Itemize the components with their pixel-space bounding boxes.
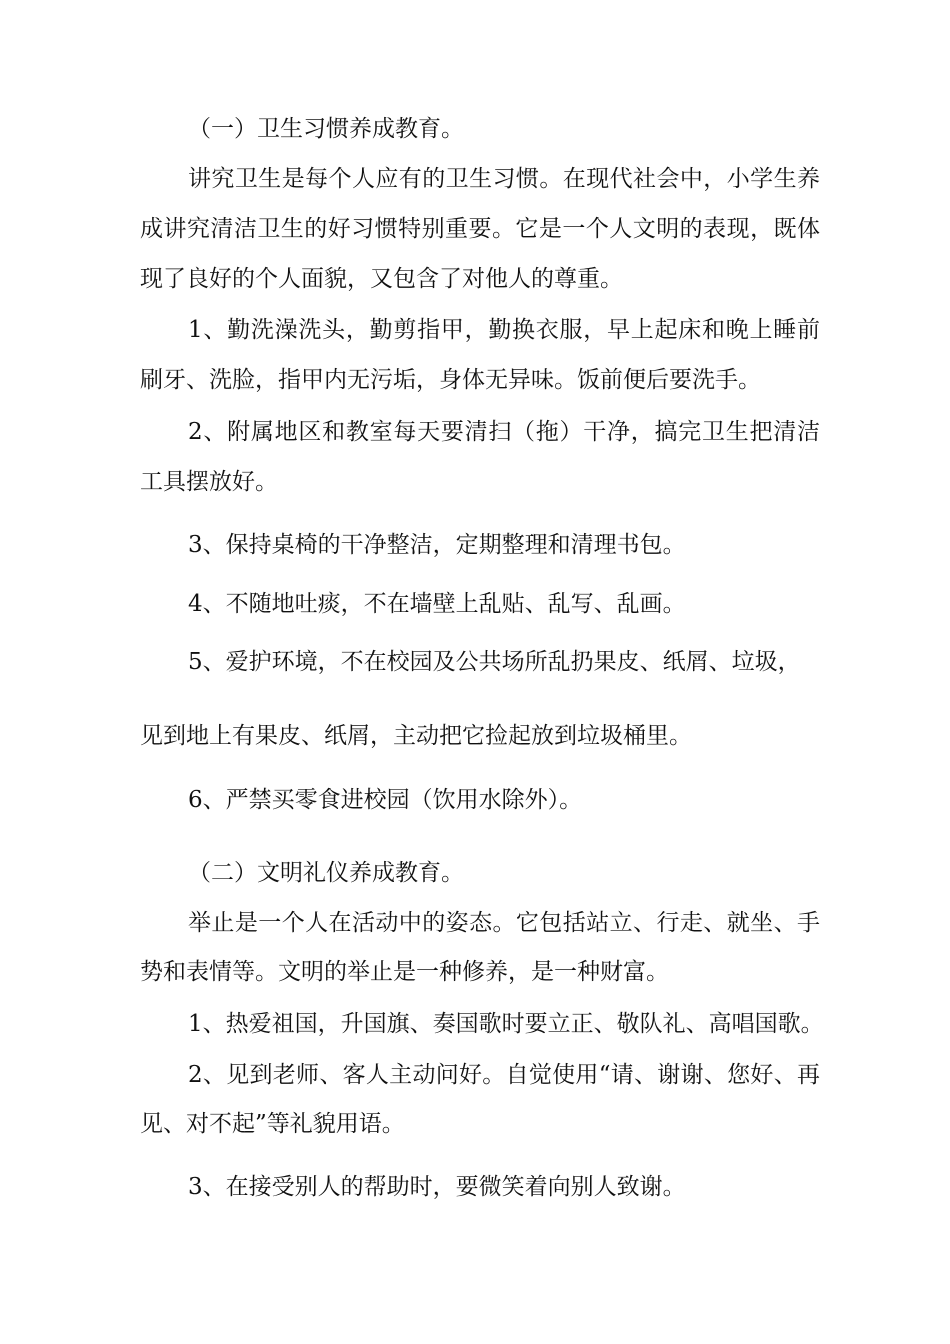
section1-item1-line-2: 刷牙、洗脸，指甲内无污垢，身体无异味。饭前便后要洗手。 xyxy=(140,367,761,393)
section2-heading: （二）文明礼仪养成教育。 xyxy=(188,860,464,886)
section2-item3: 3、在接受别人的帮助时，要微笑着向别人致谢。 xyxy=(188,1174,686,1200)
section1-item2-line-1: 2、附属地区和教室每天要清扫（拖）干净，搞完卫生把清洁 xyxy=(188,419,820,445)
section1-item4: 4、不随地吐痰，不在墙壁上乱贴、乱写、乱画。 xyxy=(188,591,686,617)
section2-item2-line-1: 2、见到老师、客人主动问好。自觉使用“请、谢谢、您好、再 xyxy=(188,1062,820,1088)
section2-item1: 1、热爱祖国，升国旗、奏国歌时要立正、敬队礼、高唱国歌。 xyxy=(188,1011,824,1037)
section1-intro-line-2: 成讲究清洁卫生的好习惯特别重要。它是一个人文明的表现，既体 xyxy=(140,216,820,242)
section1-intro-line-1: 讲究卫生是每个人应有的卫生习惯。在现代社会中，小学生养 xyxy=(188,166,820,192)
section1-item3: 3、保持桌椅的干净整洁，定期整理和清理书包。 xyxy=(188,532,686,558)
section1-item1-line-1: 1、勤洗澡洗头，勤剪指甲，勤换衣服，早上起床和晚上睡前 xyxy=(188,317,820,343)
section1-item2-line-2: 工具摆放好。 xyxy=(140,469,278,495)
section2-intro-line-2: 势和表情等。文明的举止是一种修养，是一种财富。 xyxy=(140,959,669,985)
section1-heading: （一）卫生习惯养成教育。 xyxy=(188,116,464,142)
section2-intro-line-1: 举止是一个人在活动中的姿态。它包括站立、行走、就坐、手 xyxy=(188,910,820,936)
section1-intro-line-3: 现了良好的个人面貌，又包含了对他人的尊重。 xyxy=(140,266,623,292)
section2-item2-line-2: 见、对不起”等礼貌用语。 xyxy=(140,1111,405,1137)
section1-item5-line-1: 5、爱护环境，不在校园及公共场所乱扔果皮、纸屑、垃圾， xyxy=(188,649,801,675)
section1-item5-line-2: 见到地上有果皮、纸屑，主动把它捡起放到垃圾桶里。 xyxy=(140,723,692,749)
section1-item6: 6、严禁买零食进校园（饮用水除外）。 xyxy=(188,787,583,813)
